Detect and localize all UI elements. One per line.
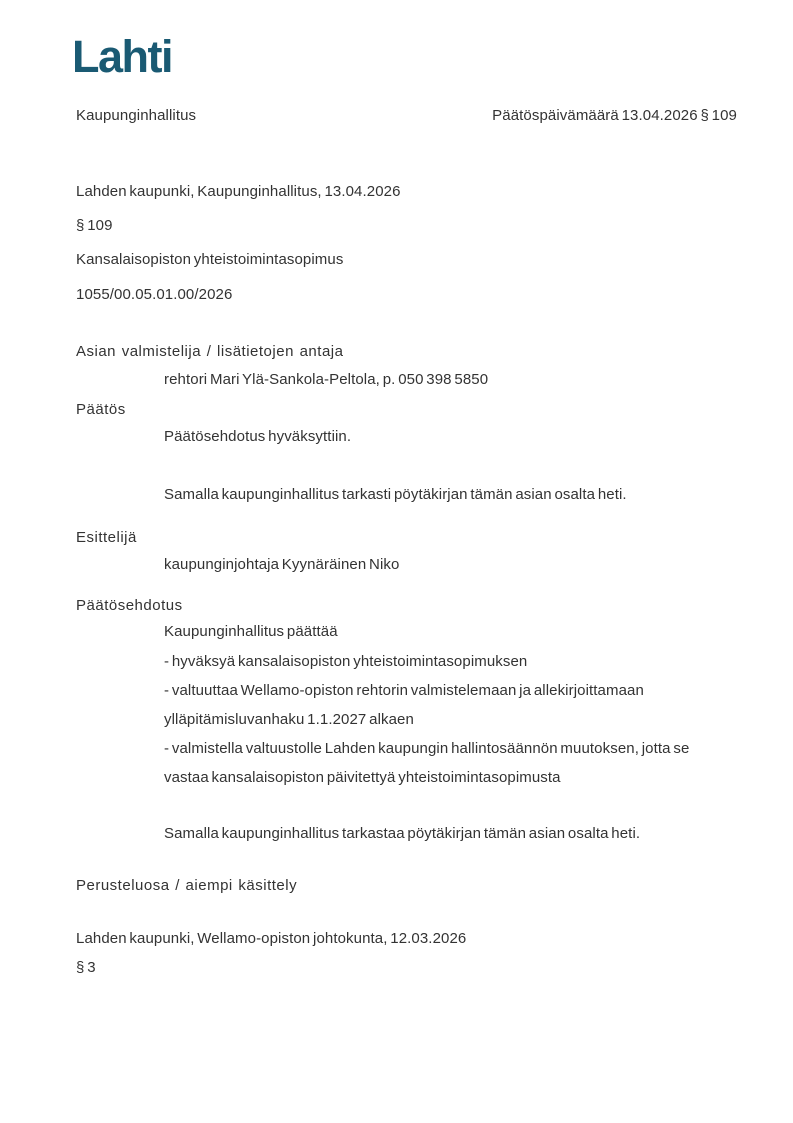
decision-heading: Päätös: [76, 401, 126, 418]
proposal-heading: Päätösehdotus: [76, 597, 183, 614]
header-decision-date: Päätöspäivämäärä 13.04.2026 § 109: [492, 107, 737, 124]
doc-meta-line: Lahden kaupunki, Kaupunginhallitus, 13.04.2026: [76, 183, 401, 200]
doc-case-number: 1055/00.05.01.00/2026: [76, 286, 233, 303]
proposal-item-2-line-2: ylläpitämisluvanhaku 1.1.2027 alkaen: [164, 711, 414, 728]
history-section-number: § 3: [76, 959, 96, 976]
doc-title: Kansalaisopiston yhteistoimintasopimus: [76, 251, 344, 268]
proposal-intro: Kaupunginhallitus päättää: [164, 623, 338, 640]
decision-note: Samalla kaupunginhallitus tarkasti pöytäkirjan tämän asian osalta heti.: [164, 486, 627, 503]
proposal-note: Samalla kaupunginhallitus tarkastaa pöytäkirjan tämän asian osalta heti.: [164, 825, 641, 842]
proposal-item-1: - hyväksyä kansalaisopiston yhteistoimintasopimuksen: [164, 653, 528, 670]
proposal-item-3-line-2: vastaa kansalaisopiston päivitettyä yhteistoimintasopimusta: [164, 769, 561, 786]
header-org-unit: Kaupunginhallitus: [76, 107, 197, 124]
preparer-heading: Asian valmistelija / lisätietojen antaja: [76, 343, 344, 360]
proposal-item-2-line-1: - valtuuttaa Wellamo-opiston rehtorin valmistelemaan ja allekirjoittamaan: [164, 682, 644, 699]
presenter-line: kaupunginjohtaja Kyynäräinen Niko: [164, 556, 400, 573]
lahti-logo: Lahti: [72, 31, 172, 82]
proposal-item-3-line-1: - valmistella valtuustolle Lahden kaupungin hallintosäännön muutoksen, jotta se: [164, 740, 690, 757]
decision-line: Päätösehdotus hyväksyttiin.: [164, 428, 352, 445]
doc-section-number: § 109: [76, 217, 113, 234]
rationale-heading: Perusteluosa / aiempi käsittely: [76, 877, 298, 894]
presenter-heading: Esittelijä: [76, 529, 137, 546]
history-meta-line: Lahden kaupunki, Wellamo-opiston johtokunta, 12.03.2026: [76, 930, 467, 947]
preparer-line: rehtori Mari Ylä-Sankola-Peltola, p. 050 398 5850: [164, 371, 489, 388]
